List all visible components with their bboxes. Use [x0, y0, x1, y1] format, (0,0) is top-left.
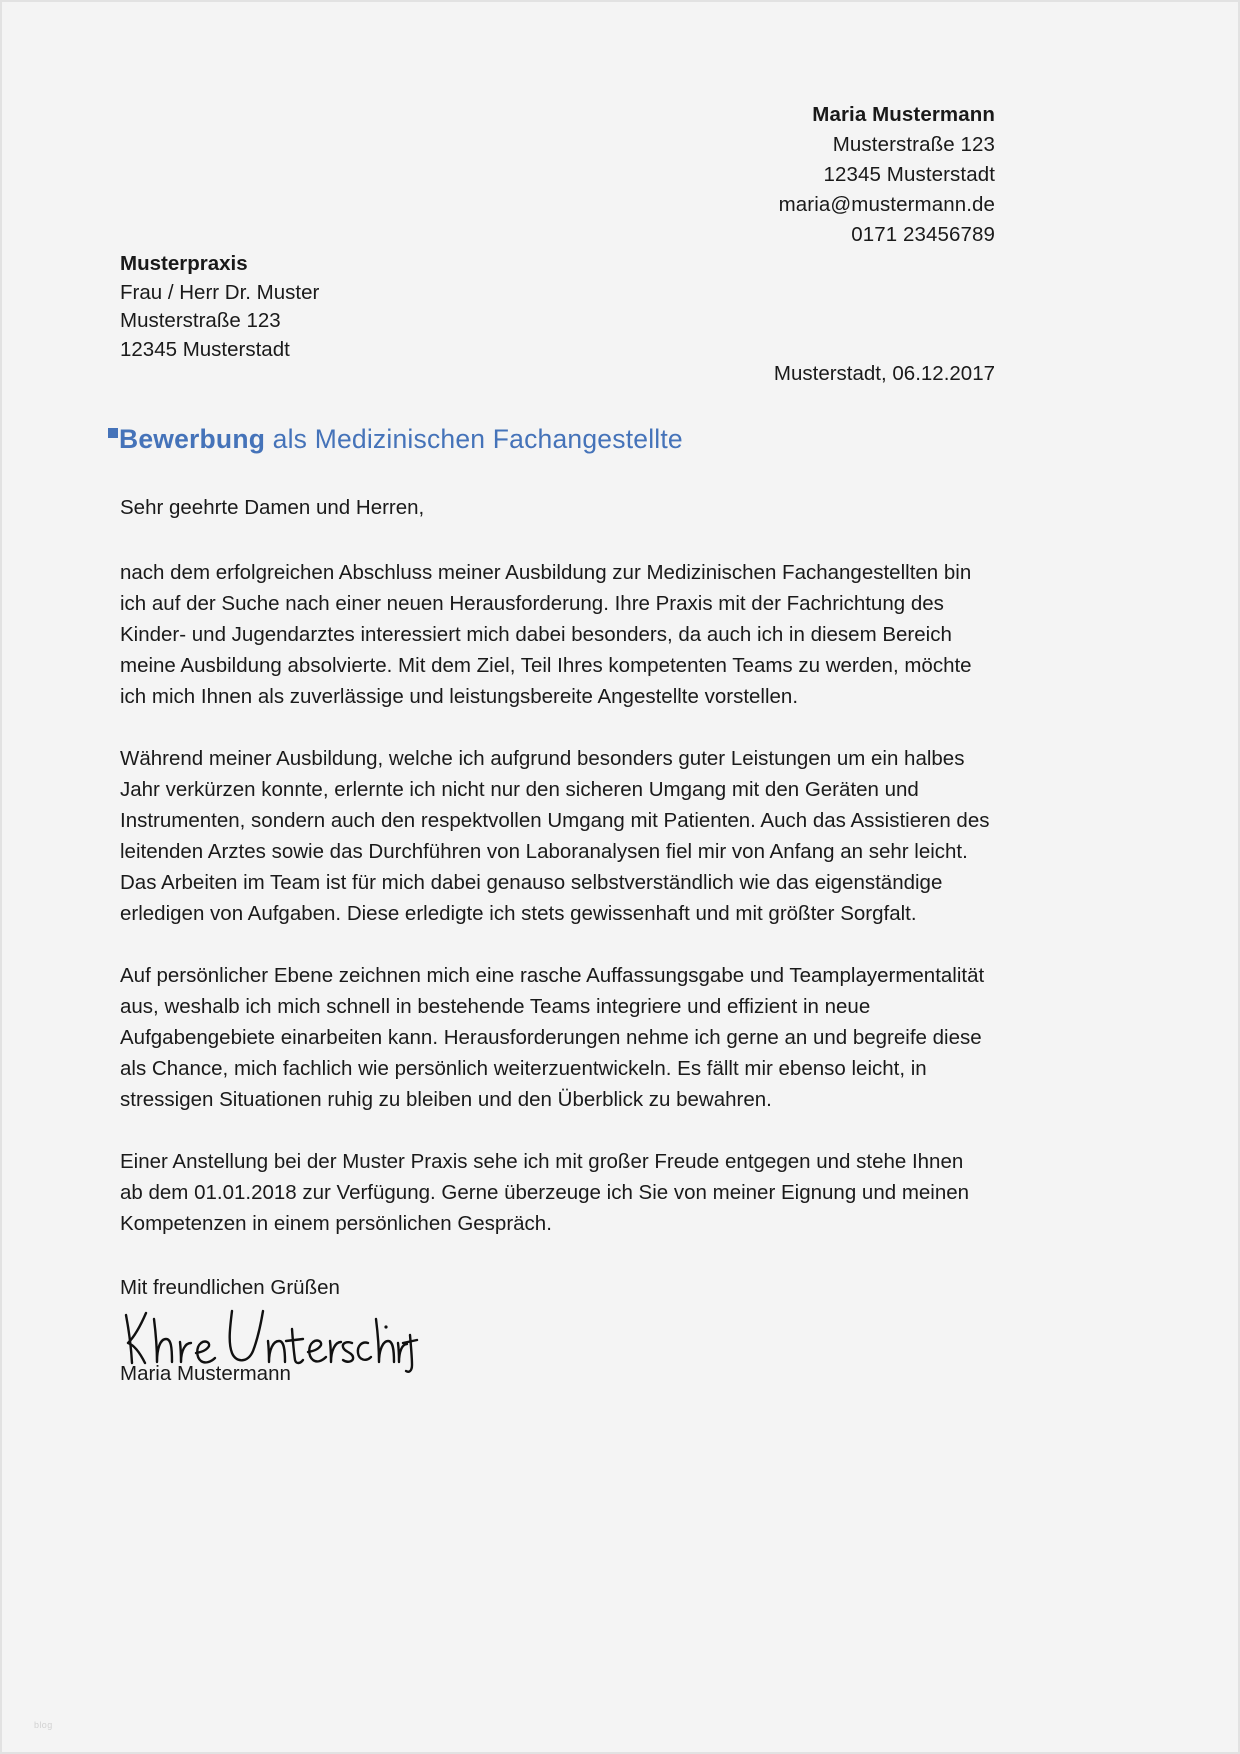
- letter-body: [120, 492, 990, 1239]
- recipient-contact: Frau / Herr Dr. Muster: [120, 280, 320, 304]
- salutation: Sehr geehrte Damen und Herren,: [120, 496, 425, 519]
- body-paragraph-3: Auf persönlicher Ebene zeichnen mich eine rasche Auffassungsgabe und Teamplayermentalität aus, weshalb ich mich schnell in bestehende Teams integriere und effizient in neue Aufgabengebiete einarbeiten kann. Herausforderungen nehme ich gerne an und begreife diese als Chance, mich fachlich wie persönlich weiterzuentwickeln. Es fällt mir ebenso leicht, in stressigen Situationen ruhig zu bleiben und den Überblick zu bewahren.: [120, 964, 985, 1111]
- page-edge-left: [0, 0, 2, 1754]
- sender-city: 12345 Musterstadt: [823, 163, 995, 186]
- closing-greeting: Mit freundlichen Grüßen: [120, 1276, 340, 1299]
- recipient-address-block: [120, 250, 319, 364]
- recipient-street: Musterstraße 123: [120, 309, 281, 332]
- sender-phone: 0171 23456789: [851, 223, 995, 246]
- body-paragraph-2: Während meiner Ausbildung, welche ich aufgrund besonders guter Leistungen um ein halbes Jahr verkürzen konnte, erlernte ich nicht nur den sicheren Umgang mit den Geräten und Instrumenten, sondern auch den respektvollen Umgang mit Patienten. Auch das Assistieren des leitenden Arztes sowie das Durchführen von Laboranalysen fiel mir von Anfang an sehr leicht. Das Arbeiten im Team ist für mich dabei genauso selbstverständlich wie das eigenständige erledigen von Aufgaben. Diese erledigte ich stets gewissenhaft und mit größter Sorgfalt.: [120, 747, 990, 925]
- page-edge-top: [0, 0, 1240, 2]
- subject-bold-part: Bewerbung: [119, 424, 266, 454]
- recipient-company: Musterpraxis: [120, 252, 248, 275]
- sender-email: maria@mustermann.de: [778, 193, 995, 216]
- recipient-city: 12345 Musterstadt: [120, 337, 290, 361]
- body-paragraph-1: nach dem erfolgreichen Abschluss meiner Ausbildung zur Medizinischen Fachangestellten bin ich auf der Suche nach einer neuen Herausforderung. Ihre Praxis mit der Fachrichtung des Kinder- und Jugendarztes interessiert mich dabei besonders, da auch ich in diesem Bereich meine Ausbildung absolvierte. Mit dem Ziel, Teil Ihres kompetenten Teams zu werden, möchte ich mich Ihnen als zuverlässige und leistungsbereite Angestellte vorstellen.: [120, 561, 972, 708]
- dateline: Musterstadt, 06.12.2017: [773, 362, 995, 385]
- subject-rest-part: als Medizinischen Fachangestellte: [265, 424, 683, 454]
- sender-address-block: [779, 100, 995, 250]
- signer-name: Maria Mustermann: [120, 1362, 291, 1385]
- watermark: blog: [34, 1720, 53, 1730]
- subject-heading: [120, 424, 683, 455]
- sender-street: Musterstraße 123: [832, 133, 995, 156]
- body-paragraph-4: Einer Anstellung bei der Muster Praxis sehe ich mit großer Freude entgegen und stehe Ihnen ab dem 01.01.2018 zur Verfügung. Gerne überzeuge ich Sie von meiner Eignung und meinen Kompetenzen in einem persönlichen Gespräch.: [120, 1150, 970, 1235]
- square-bullet-icon: [108, 428, 118, 438]
- sender-name: Maria Mustermann: [812, 103, 995, 126]
